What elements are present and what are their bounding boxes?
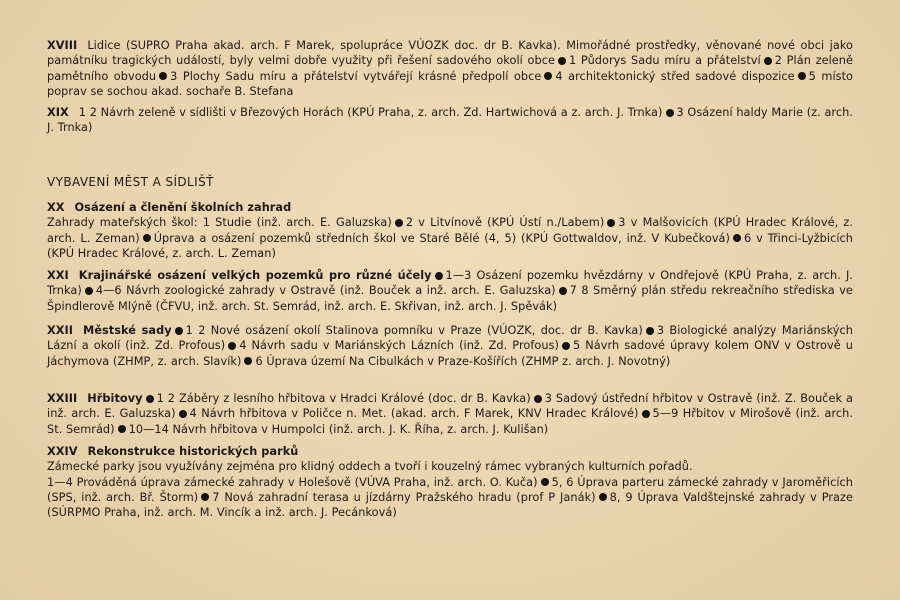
bullet-icon [558,57,566,65]
entry-text: 1—4 Prováděná úprava zámecké zahrady v Holešově (VÚVA Praha, inž. arch. O. Kuča) [47,475,538,489]
entry-text: 1 2 Návrh zeleně v sídlišti v Březových Horách (KPÚ Praha, z. arch. Zd. Hartwichová a z. arch. J. Trnka) [78,106,663,119]
entry-text: 8, 9 Úprava Valdštejnské zahrady v Praze (SÚRPMO Praha, inž. arch. M. Vincík a inž. arch. J. Pecánková) [47,490,853,520]
entry-text: 1—3 Osázení pozemku hvězdárny v Ondřejově (KPÚ Praha, z. arch. J. Trnka) [47,269,853,298]
bullet-icon [764,57,772,65]
bullet-icon [798,72,806,80]
entry-xviii [47,38,853,99]
entry-text: 3 Osázení haldy Marie (z. arch. J. Trnka) [47,106,853,135]
entry-number: XVIII [47,39,78,52]
entry-number: XXIII [47,392,78,405]
entry-text: Zahrady mateřských škol: 1 Studie (inž. arch. E. Galuzska) [47,216,392,230]
entry-text: Úprava a osázení pozemků středních škol ve Staré Bělé (4, 5) (KPÚ Gottwaldov, inž. V Kubečková) [153,231,730,245]
entry-heading: Rekonstrukce historických parků [87,445,299,458]
entry-number: XXIV [47,445,78,458]
bullet-icon [179,410,187,418]
bullet-icon [666,109,674,117]
entry-intro: Zámecké parky jsou využívány zejména pro klidný oddech a tvoří i kouzelný rámec vybraných kulturních pořadů. [47,460,693,474]
bullet-icon [143,234,151,242]
entry-text: 10—14 Návrh hřbitova v Humpolci (inž. arch. J. K. Říha, z. arch. J. Kulišan) [128,422,549,436]
entry-number: XXI [47,269,69,282]
entry-text: 7 Nová zahradní terasa u jízdárny Pražského hradu (prof P Janák) [212,490,596,504]
entry-text: 4 architektonický střed sadové dispozice [555,69,795,83]
bullet-icon [201,493,209,501]
entry-text: 6 Úprava území Na Cibulkách v Praze-Košířích (ZHMP z. arch. J. Novotný) [255,354,671,368]
entry-text: 3 v Malšovicích (KPÚ Hradec Králové, z. arch. L. Zeman) [47,216,853,245]
entry-text: 2 v Litvínově (KPÚ Ústí n./Labem) [405,216,605,230]
bullet-icon [642,410,650,418]
entry-text: 3 Biologické analýzy Mariánských Lázní a okolí (inž. Zd. Profous) [47,324,853,353]
bullet-icon [544,72,552,80]
bullet-icon [562,342,570,350]
bullet-icon [607,219,615,227]
entry-text: 1 2 Záběry z lesního hřbitova v Hradci Králové (doc. dr B. Kavka) [156,392,531,405]
entry-text: 5 Návrh sadové úpravy kolem ONV v Ostrově u Jáchymova (ZHMP, z. arch. Slavík) [47,339,853,368]
entry-number: XXII [47,324,74,337]
entry-text: 6 v Třinci-Lyžbicích (KPÚ Hradec Králové, z. arch. L. Zeman) [47,231,853,260]
entry-heading: Krajinářské osázení velkých pozemků pro různé účely [78,269,432,282]
entry-number: XX [47,201,65,214]
entry-text: 5, 6 Úprava parteru zámecké zahrady v Jaroměřicích (SPS, inž. arch. Bř. Štorm) [47,475,853,504]
entry-text: 2 Plán zeleně pamětního obvodu [47,54,853,83]
entry-text: 3 Sadový ústřední hřbitov v Ostravě (inž. Z. Bouček a inž. arch. E. Galuzska) [47,392,853,421]
entry-text: 4 Návrh sadu v Mariánských Lázních (inž. Zd. Profous) [239,339,559,353]
bullet-icon [541,478,549,486]
bullet-icon [159,72,167,80]
entry-xxi [47,268,853,314]
bullet-icon [534,395,542,403]
entry-text: 4—6 Návrh zoologické zahrady v Ostravě (inž. Bouček a inž. arch. E. Galuzska) [95,284,556,298]
entry-text: 4 Návrh hřbitova v Poličce n. Met. (akad. arch. F Marek, KNV Hradec Králové) [189,407,639,421]
bullet-icon [395,219,403,227]
bullet-icon [733,234,741,242]
bullet-icon [646,327,654,335]
entry-text: 1 Půdorys Sadu míru a přátelství [568,54,761,68]
entry-text: 1 2 Nové osázení okolí Stalinova pomníku v Praze (VÚOZK, doc. dr B. Kavka) [185,324,643,337]
entry-text: 5—9 Hřbitov v Mirošově (inž. arch. St. Semrád) [47,407,854,436]
bullet-icon [599,493,607,501]
entry-xxiv [47,444,853,520]
bullet-icon [559,287,567,295]
entry-xxii [47,323,853,369]
entry-number: XIX [47,106,69,119]
entry-text: 3 Plochy Sadu míru a přátelství vytvářejí krásné předpolí obce [170,69,542,83]
entry-xx [47,200,853,261]
entry-heading: Hřbitovy [87,392,143,405]
bullet-icon [228,342,236,350]
entry-heading: Osázení a členění školních zahrad [74,201,292,214]
entry-text: 5 místo poprav se sochou akad. sochaře B. Stefana [47,69,854,98]
entry-text: Lidice (SUPRO Praha akad. arch. F Marek, spolupráce VÚOZK doc. dr B. Kavka). Mimořádné prostředky, věnované nové obci jako památníku tragických událostí, byly velmi dobře využity při řešení sadového okolí obce [47,39,853,68]
bullet-icon [118,425,126,433]
bullet-icon [244,357,252,365]
section-title: VYBAVENÍ MĚST A SÍDLIŠŤ [47,175,214,189]
bullet-icon [85,287,93,295]
entry-text: 7 8 Směrný plán středu rekreačního střediska ve Špindlerově Mlýně (ČFVU, inž. arch. St. Semrád, inž. arch. E. Skřivan, inž. arch. J. Spěvák) [47,284,853,313]
bullet-icon [146,395,154,403]
entry-xxiii [47,391,853,437]
entry-heading: Městské sady [83,324,172,337]
bullet-icon [435,272,443,280]
bullet-icon [175,327,183,335]
entry-xix [47,105,853,136]
